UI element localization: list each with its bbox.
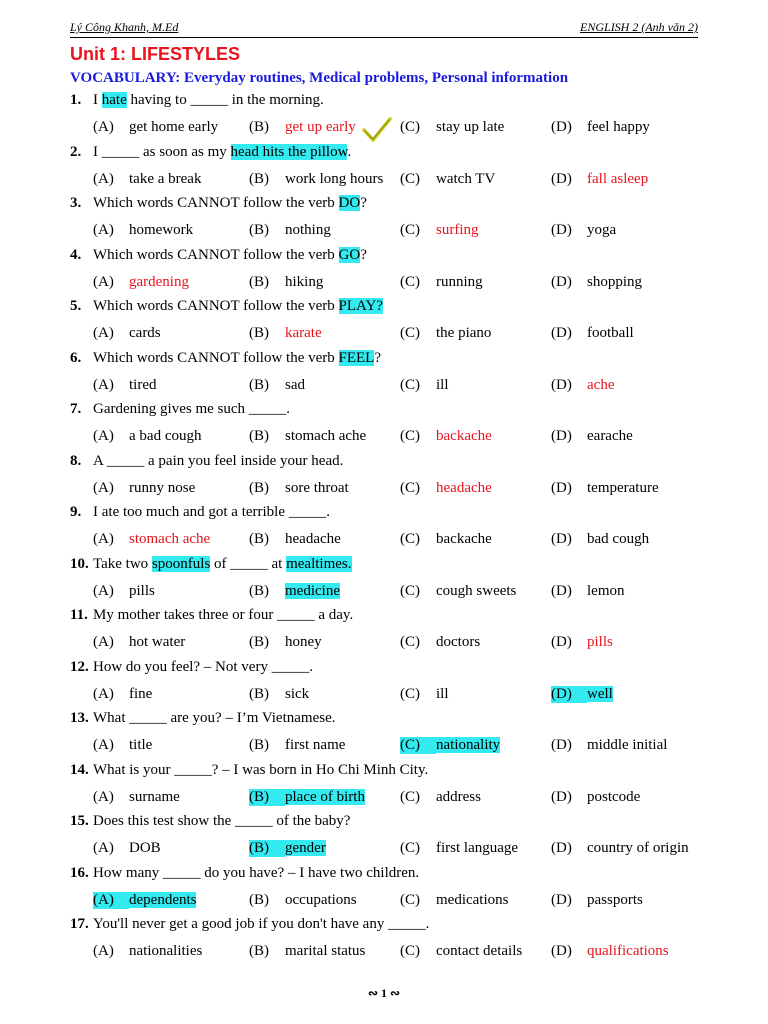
option-letter: (B) — [249, 634, 269, 650]
answer-option[interactable] — [551, 943, 669, 960]
option-letter: (A) — [93, 273, 114, 290]
option-letter: (C) — [400, 428, 420, 444]
option-text: ill — [436, 376, 449, 393]
question-number: 13. — [70, 710, 89, 726]
question-stem — [70, 865, 419, 882]
question-item — [70, 708, 710, 760]
question-item — [70, 193, 710, 245]
answer-option[interactable] — [551, 686, 613, 703]
option-letter: (D) — [551, 479, 572, 496]
answer-option[interactable] — [400, 325, 491, 342]
answer-option[interactable] — [400, 840, 518, 857]
option-text: feel happy — [587, 119, 650, 135]
question-item — [70, 657, 710, 709]
question-list — [70, 90, 710, 966]
option-text: qualifications — [587, 943, 669, 959]
question-stem — [70, 659, 313, 676]
option-letter: (C) — [400, 531, 420, 547]
option-text: country of origin — [587, 840, 689, 856]
answer-option[interactable] — [249, 428, 366, 445]
question-text: How many _____ do you have? – I have two children. — [93, 864, 420, 881]
option-text: temperature — [587, 479, 659, 496]
question-item — [70, 811, 710, 863]
question-text: having to _____ in the morning. — [126, 92, 324, 108]
question-stem — [70, 247, 367, 264]
question-number: 1. — [70, 92, 82, 108]
answer-option[interactable] — [93, 171, 201, 188]
highlighted-text: mealtimes. — [286, 555, 352, 572]
answer-option[interactable] — [93, 222, 193, 239]
option-text: surname — [129, 788, 180, 805]
option-letter: (D) — [551, 428, 572, 444]
option-text: title — [129, 737, 153, 753]
question-text: Does this test show the _____ of the baby? — [93, 813, 351, 829]
option-letter: (D) — [551, 325, 572, 341]
answer-option[interactable] — [93, 119, 218, 136]
question-item — [70, 245, 710, 297]
unit-title: Unit 1: LIFESTYLES — [70, 44, 241, 64]
footer-ornament-right-icon: ∾ — [390, 986, 401, 1000]
option-text: watch TV — [436, 170, 496, 187]
vocabulary-heading: VOCABULARY: Everyday routines, Medical problems, Personal information — [70, 70, 569, 86]
question-text: I ate too much and got a terrible _____. — [93, 504, 331, 520]
answer-option[interactable] — [551, 892, 643, 909]
question-number: 12. — [70, 658, 89, 675]
question-item — [70, 863, 710, 915]
option-letter: (C) — [400, 737, 436, 754]
answer-option[interactable] — [400, 686, 449, 703]
option-text: homework — [129, 222, 194, 238]
option-text: a bad cough — [129, 428, 202, 444]
option-letter: (C) — [400, 840, 420, 856]
option-letter: (C) — [400, 273, 420, 290]
answer-option[interactable] — [400, 274, 483, 291]
answer-option[interactable] — [551, 531, 649, 548]
option-letter: (C) — [400, 170, 420, 187]
question-text: ? — [374, 349, 382, 366]
answer-option[interactable] — [400, 583, 516, 600]
option-text: ill — [436, 685, 449, 702]
question-text: I — [93, 92, 102, 108]
answer-option[interactable] — [400, 634, 480, 651]
option-letter: (B) — [249, 531, 269, 547]
highlighted-text: spoonfuls — [151, 555, 211, 572]
option-text: tired — [129, 376, 157, 393]
option-text: medications — [436, 891, 509, 908]
answer-option[interactable] — [551, 583, 625, 600]
option-text: backache — [436, 428, 492, 444]
answer-option[interactable] — [551, 377, 614, 394]
option-letter: (B) — [249, 170, 269, 187]
answer-option[interactable] — [249, 583, 340, 600]
option-text: sore throat — [285, 479, 349, 496]
question-text: ? — [360, 195, 367, 211]
question-number: 15. — [70, 813, 89, 829]
highlighted-text: hate — [101, 92, 127, 108]
answer-option[interactable] — [93, 428, 201, 445]
option-text: runny nose — [129, 479, 196, 496]
option-letter: (C) — [400, 222, 420, 238]
question-stem — [70, 504, 330, 521]
question-number: 8. — [70, 452, 82, 469]
question-number: 7. — [70, 401, 82, 417]
question-text: Which words CANNOT follow the verb — [93, 246, 339, 263]
option-text: stay up late — [436, 119, 505, 135]
option-text: sad — [285, 376, 305, 393]
option-text: football — [587, 325, 634, 341]
highlighted-text: FEEL — [338, 349, 375, 366]
question-stem — [70, 298, 383, 315]
question-number: 6. — [70, 349, 82, 366]
question-stem — [70, 401, 290, 418]
question-text: What is your _____? – I was born in Ho Chi Minh City. — [93, 761, 429, 778]
option-letter: (D) — [551, 582, 572, 599]
option-letter: (C) — [400, 634, 420, 650]
option-letter: (D) — [551, 788, 572, 805]
option-letter: (B) — [249, 119, 269, 135]
option-letter: (A) — [93, 943, 114, 959]
option-letter: (B) — [249, 479, 269, 496]
option-text: headache — [436, 479, 492, 496]
answer-option[interactable] — [551, 119, 650, 136]
answer-option[interactable] — [249, 119, 356, 136]
option-letter: (A) — [93, 119, 114, 135]
highlighted-text: PLAY? — [338, 298, 383, 314]
answer-option[interactable] — [400, 737, 500, 754]
option-text: address — [436, 788, 481, 805]
page-number: 1 — [381, 986, 387, 1000]
question-number: 17. — [70, 916, 89, 932]
answer-option[interactable] — [93, 583, 155, 600]
answer-option[interactable] — [249, 634, 322, 651]
option-text: backache — [436, 531, 492, 547]
option-text: marital status — [285, 943, 366, 959]
option-letter: (A) — [93, 428, 114, 444]
page-header — [70, 20, 698, 38]
question-text: ? — [360, 246, 367, 263]
answer-option[interactable] — [551, 171, 648, 188]
question-item — [70, 760, 710, 812]
question-stem — [70, 916, 429, 933]
option-text: bad cough — [587, 531, 650, 547]
answer-option[interactable] — [249, 789, 365, 806]
option-text: cough sweets — [436, 582, 517, 599]
option-text: yoga — [587, 222, 617, 238]
question-item — [70, 296, 710, 348]
question-number: 9. — [70, 504, 82, 520]
option-letter: (C) — [400, 325, 420, 341]
option-text: place of birth — [285, 788, 365, 805]
option-letter: (B) — [249, 685, 269, 702]
option-text: earache — [587, 428, 633, 444]
question-item — [70, 605, 710, 657]
option-text: sick — [285, 685, 310, 702]
option-letter: (D) — [551, 891, 572, 908]
question-stem — [70, 710, 336, 727]
answer-option[interactable] — [400, 222, 479, 239]
option-text: headache — [285, 531, 341, 547]
question-text: Which words CANNOT follow the verb — [93, 298, 339, 314]
option-letter: (A) — [93, 582, 114, 599]
option-text: dependents — [129, 891, 197, 908]
course-name: ENGLISH 2 (Anh văn 2) — [580, 20, 698, 34]
question-stem — [70, 92, 324, 109]
option-letter: (B) — [249, 943, 269, 959]
answer-option[interactable] — [400, 943, 522, 960]
option-letter: (A) — [93, 479, 114, 496]
option-text: take a break — [129, 170, 202, 187]
option-letter: (B) — [249, 737, 269, 753]
option-letter: (A) — [93, 170, 114, 187]
option-letter: (D) — [551, 737, 572, 753]
question-stem — [70, 762, 428, 779]
option-text: medicine — [285, 582, 340, 599]
option-letter: (B) — [249, 273, 269, 290]
question-text: You'll never get a good job if you don't have any _____. — [93, 916, 430, 932]
question-text: How do you feel? – Not very _____. — [93, 658, 313, 675]
answer-option[interactable] — [400, 480, 492, 497]
option-letter: (D) — [551, 170, 572, 187]
question-item — [70, 142, 710, 194]
option-letter: (B) — [249, 376, 269, 393]
option-letter: (D) — [551, 686, 587, 703]
answer-option[interactable] — [249, 222, 331, 239]
answer-option[interactable] — [400, 171, 495, 188]
option-text: fine — [129, 685, 153, 702]
answer-option[interactable] — [93, 686, 152, 703]
page-footer — [0, 986, 768, 1001]
answer-option[interactable] — [551, 789, 640, 806]
answer-option[interactable] — [93, 737, 152, 754]
option-letter: (D) — [551, 119, 572, 135]
option-text: honey — [285, 634, 322, 650]
answer-option[interactable] — [551, 737, 667, 754]
option-letter: (B) — [249, 222, 269, 238]
question-item — [70, 90, 710, 142]
option-letter: (A) — [93, 634, 114, 650]
option-text: postcode — [587, 788, 641, 805]
option-letter: (C) — [400, 943, 420, 959]
answer-option[interactable] — [93, 634, 185, 651]
option-text: lemon — [587, 582, 625, 599]
option-text: contact details — [436, 943, 523, 959]
option-letter: (A) — [93, 376, 114, 393]
question-number: 2. — [70, 143, 82, 160]
answer-option[interactable] — [249, 737, 345, 754]
answer-option[interactable] — [93, 377, 157, 394]
option-text: cards — [129, 325, 161, 341]
option-letter: (A) — [93, 737, 114, 753]
question-text: What _____ are you? – I’m Vietnamese. — [93, 710, 336, 726]
question-item — [70, 451, 710, 503]
option-letter: (C) — [400, 788, 420, 805]
question-item — [70, 348, 710, 400]
option-text: pills — [587, 634, 613, 650]
option-letter: (D) — [551, 840, 572, 856]
option-text: surfing — [436, 222, 479, 238]
question-text: I _____ as soon as my — [93, 143, 231, 160]
answer-option[interactable] — [249, 686, 309, 703]
answer-option[interactable] — [93, 789, 180, 806]
answer-option[interactable] — [551, 480, 659, 497]
option-text: hot water — [129, 634, 186, 650]
option-text: first language — [436, 840, 519, 856]
question-text: . — [347, 143, 352, 160]
answer-option[interactable] — [400, 428, 492, 445]
option-text: nationality — [436, 737, 501, 753]
option-text: get home early — [129, 119, 219, 135]
answer-option[interactable] — [249, 171, 383, 188]
answer-option[interactable] — [400, 377, 449, 394]
option-text: nothing — [285, 222, 331, 238]
option-letter: (A) — [93, 788, 114, 805]
answer-option[interactable] — [551, 222, 616, 239]
option-text: gender — [285, 840, 326, 856]
highlighted-text: DO — [338, 195, 361, 211]
answer-option[interactable] — [93, 892, 196, 909]
option-text: fall asleep — [587, 170, 649, 187]
option-letter: (B) — [249, 325, 269, 341]
option-text: well — [587, 685, 613, 702]
question-item — [70, 502, 710, 554]
question-stem — [70, 813, 350, 830]
answer-option[interactable] — [551, 428, 633, 445]
option-letter: (B) — [249, 840, 285, 857]
option-text: the piano — [436, 325, 492, 341]
answer-option[interactable] — [400, 789, 481, 806]
question-number: 11. — [70, 607, 88, 623]
question-stem — [70, 556, 352, 573]
answer-option[interactable] — [400, 531, 492, 548]
answer-option[interactable] — [249, 325, 322, 342]
option-text: occupations — [285, 891, 357, 908]
option-text: work long hours — [285, 170, 384, 187]
answer-option[interactable] — [551, 840, 689, 857]
highlighted-text: head hits the pillow — [230, 143, 348, 160]
option-text: stomach ache — [129, 531, 211, 547]
option-text: doctors — [436, 634, 481, 650]
option-letter: (A) — [93, 222, 114, 238]
option-letter: (C) — [400, 376, 420, 393]
question-stem — [70, 607, 353, 624]
answer-option[interactable] — [93, 840, 161, 857]
question-number: 10. — [70, 555, 89, 572]
answer-option[interactable] — [400, 119, 504, 136]
option-letter: (D) — [551, 531, 572, 547]
answer-option[interactable] — [249, 274, 323, 291]
answer-option[interactable] — [93, 943, 202, 960]
question-number: 14. — [70, 761, 89, 778]
answer-option[interactable] — [551, 274, 642, 291]
highlighted-text: GO — [338, 246, 361, 263]
footer-ornament-left-icon: ∾ — [367, 986, 378, 1000]
question-text: Take two — [93, 555, 152, 572]
question-text: of _____ at — [210, 555, 287, 572]
answer-option[interactable] — [93, 531, 210, 548]
question-text: A _____ a pain you feel inside your head. — [93, 452, 344, 469]
question-number: 4. — [70, 246, 82, 263]
question-item — [70, 554, 710, 606]
answer-option[interactable] — [249, 377, 305, 394]
option-text: pills — [129, 582, 155, 599]
option-letter: (B) — [249, 582, 269, 599]
option-letter: (A) — [93, 531, 114, 547]
option-letter: (C) — [400, 891, 420, 908]
option-text: first name — [285, 737, 346, 753]
option-letter: (A) — [93, 840, 114, 856]
option-text: gardening — [129, 273, 189, 290]
option-letter: (D) — [551, 376, 572, 393]
answer-option[interactable] — [551, 325, 634, 342]
option-text: nationalities — [129, 943, 203, 959]
question-stem — [70, 453, 343, 470]
option-text: karate — [285, 325, 322, 341]
header-rule — [70, 37, 698, 38]
option-text: stomach ache — [285, 428, 367, 444]
option-letter: (C) — [400, 479, 420, 496]
answer-option[interactable] — [249, 531, 341, 548]
answer-option[interactable] — [249, 892, 357, 909]
option-letter: (D) — [551, 222, 572, 238]
option-text: get up early — [285, 119, 356, 135]
option-letter: (C) — [400, 119, 420, 135]
author-name: Lý Công Khanh, M.Ed — [70, 20, 179, 34]
question-stem — [70, 195, 367, 212]
question-text: My mother takes three or four _____ a day. — [93, 607, 354, 623]
option-text: passports — [587, 891, 643, 908]
option-letter: (D) — [551, 634, 572, 650]
question-item — [70, 914, 710, 966]
option-letter: (A) — [93, 685, 114, 702]
option-text: ache — [587, 376, 615, 393]
option-letter: (A) — [93, 325, 114, 341]
option-letter: (C) — [400, 685, 420, 702]
question-stem — [70, 350, 381, 367]
answer-option[interactable] — [93, 480, 195, 497]
question-number: 16. — [70, 864, 89, 881]
question-text: Which words CANNOT follow the verb — [93, 195, 339, 211]
answer-option[interactable] — [249, 943, 365, 960]
question-stem — [70, 144, 351, 161]
answer-option[interactable] — [249, 480, 349, 497]
option-letter: (A) — [93, 892, 129, 909]
option-text: hiking — [285, 273, 324, 290]
option-letter: (B) — [249, 428, 269, 444]
answer-option[interactable] — [400, 892, 508, 909]
answer-option[interactable] — [249, 840, 326, 857]
answer-option[interactable] — [93, 274, 189, 291]
question-number: 3. — [70, 195, 82, 211]
option-letter: (D) — [551, 273, 572, 290]
option-letter: (B) — [249, 789, 285, 806]
question-item — [70, 399, 710, 451]
answer-option[interactable] — [551, 634, 613, 651]
option-letter: (B) — [249, 891, 269, 908]
question-text: Which words CANNOT follow the verb — [93, 349, 339, 366]
question-text: Gardening gives me such _____. — [93, 401, 291, 417]
option-letter: (C) — [400, 582, 420, 599]
option-text: DOB — [129, 840, 161, 856]
question-number: 5. — [70, 298, 82, 314]
option-text: shopping — [587, 273, 643, 290]
answer-option[interactable] — [93, 325, 161, 342]
option-letter: (D) — [551, 943, 572, 959]
option-text: running — [436, 273, 483, 290]
option-text: middle initial — [587, 737, 668, 753]
